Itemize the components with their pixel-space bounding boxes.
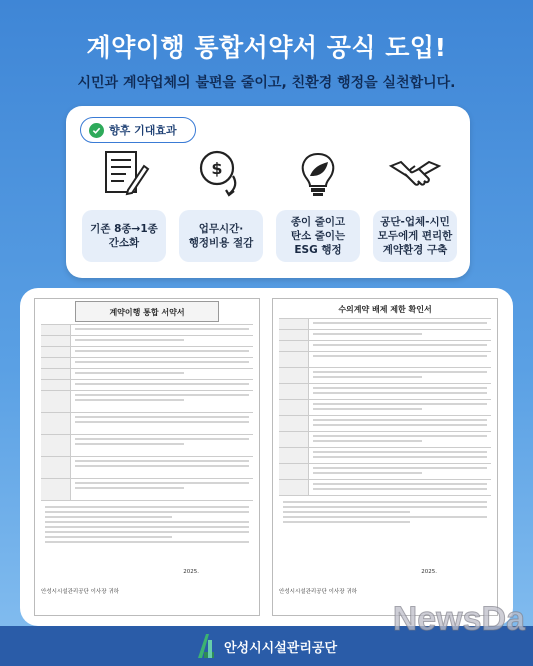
page-subtitle: 시민과 계약업체의 불편을 줄이고, 친환경 행정을 실천합니다.: [77, 75, 456, 91]
benefits-heading: [80, 117, 196, 143]
benefit-label: 종이 줄이고 탄소 줄이는 ESG 행정: [276, 210, 360, 262]
exclusion-document-body: [273, 318, 497, 523]
leaf-lightbulb-icon: [290, 146, 346, 202]
benefit-item: [82, 146, 166, 262]
benefit-item: [276, 146, 360, 262]
check-icon: [89, 123, 104, 138]
benefit-label: 업무시간· 행정비용 절감: [179, 210, 263, 262]
clock-money-icon: [193, 146, 249, 202]
pledge-document-body: [35, 324, 259, 543]
org-logo-icon: [196, 632, 216, 660]
page-title: 계약이행 통합서약서 공식 도입!: [86, 33, 447, 62]
benefits-heading-label: 향후 기대효과: [109, 124, 177, 137]
svg-text:$: $: [211, 159, 223, 178]
document-pen-icon: [96, 146, 152, 202]
watermark: NewsDa: [392, 600, 525, 638]
pledge-document-issuer: 안성시시설관리공단 이사장 귀하: [41, 589, 119, 595]
exclusion-document-date: 2025.: [421, 569, 437, 575]
exclusion-document-image: [272, 298, 498, 616]
pledge-document-date: 2025.: [183, 569, 199, 575]
handshake-icon: [387, 146, 443, 202]
benefit-item: [179, 146, 263, 262]
benefit-label: 기존 8종→1종 간소화: [82, 210, 166, 262]
pledge-document-title: 계약이행 통합 서약서: [75, 301, 219, 322]
pledge-document-image: [34, 298, 260, 616]
exclusion-document-title: 수의계약 배제 제한 확인서: [338, 305, 432, 314]
exclusion-document-issuer: 안성시시설관리공단 이사장 귀하: [279, 589, 357, 595]
benefit-label: 공단-업체-시민 모두에게 편리한 계약환경 구축: [373, 210, 457, 262]
org-name: 안성시시설관리공단: [224, 640, 338, 656]
benefit-item: [373, 146, 457, 262]
